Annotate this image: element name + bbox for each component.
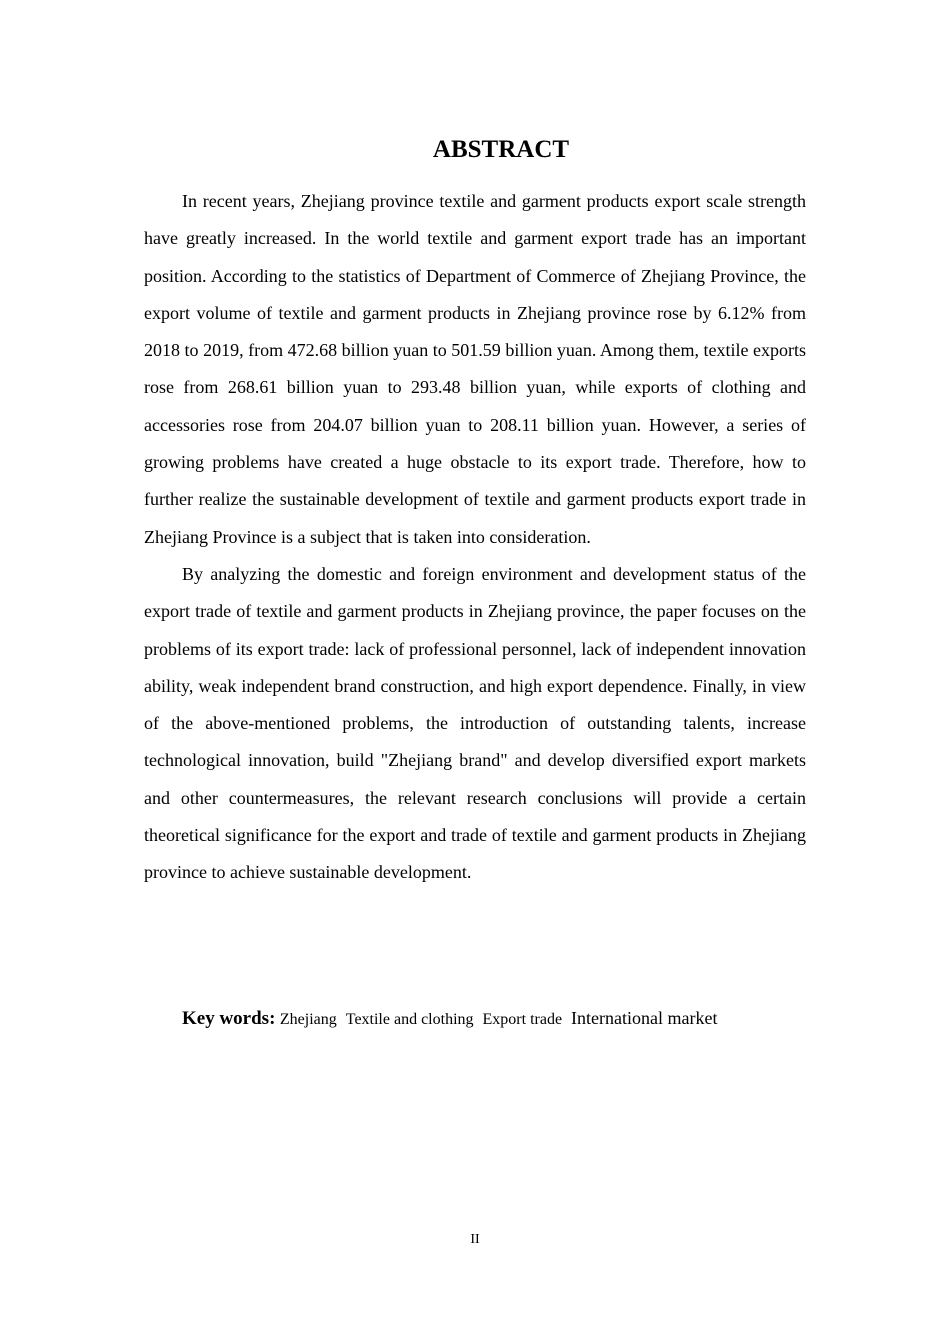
abstract-title: ABSTRACT [432,136,570,163]
keywords-label: Key words: [182,1008,276,1029]
page-number: II [470,1232,480,1247]
keyword-item: International market [571,1008,718,1028]
keywords-line [182,1003,717,1035]
abstract-body [144,183,806,892]
abstract-paragraph-1: In recent years, Zhejiang province textile and garment products export scale strength have greatly increased. In the world textile and garment export trade has an important position. According to the statistics of Department of Commerce of Zhejiang Province, the export volume of textile and garment products in Zhejiang province rose by 6.12% from 2018 to 2019, from 472.68 billion yuan to 501.59 billion yuan. Among them, textile exports rose from 268.61 billion yuan to 293.48 billion yuan, while exports of clothing and accessories rose from 204.07 billion yuan to 208.11 billion yuan. However, a series of growing problems have created a huge obstacle to its export trade. Therefore, how to further realize the sustainable development of textile and garment products export trade in Zhejiang Province is a subject that is taken into consideration. [144,191,806,547]
keyword-item: Export trade [482,1011,563,1028]
abstract-paragraph-2: By analyzing the domestic and foreign environment and development status of the export trade of textile and garment products in Zhejiang province, the paper focuses on the problems of its export trade: lack of professional personnel, lack of independent innovation ability, weak independent brand construction, and high export dependence. Finally, in view of the above-mentioned problems, the introduction of outstanding talents, increase technological innovation, build "Zhejiang brand" and develop diversified export markets and other countermeasures, the relevant research conclusions will provide a certain theoretical significance for the export and trade of textile and garment products in Zhejiang province to achieve sustainable development. [144,563,806,883]
keyword-item: Textile and clothing [345,1011,474,1028]
keyword-item: Zhejiang [279,1011,337,1028]
